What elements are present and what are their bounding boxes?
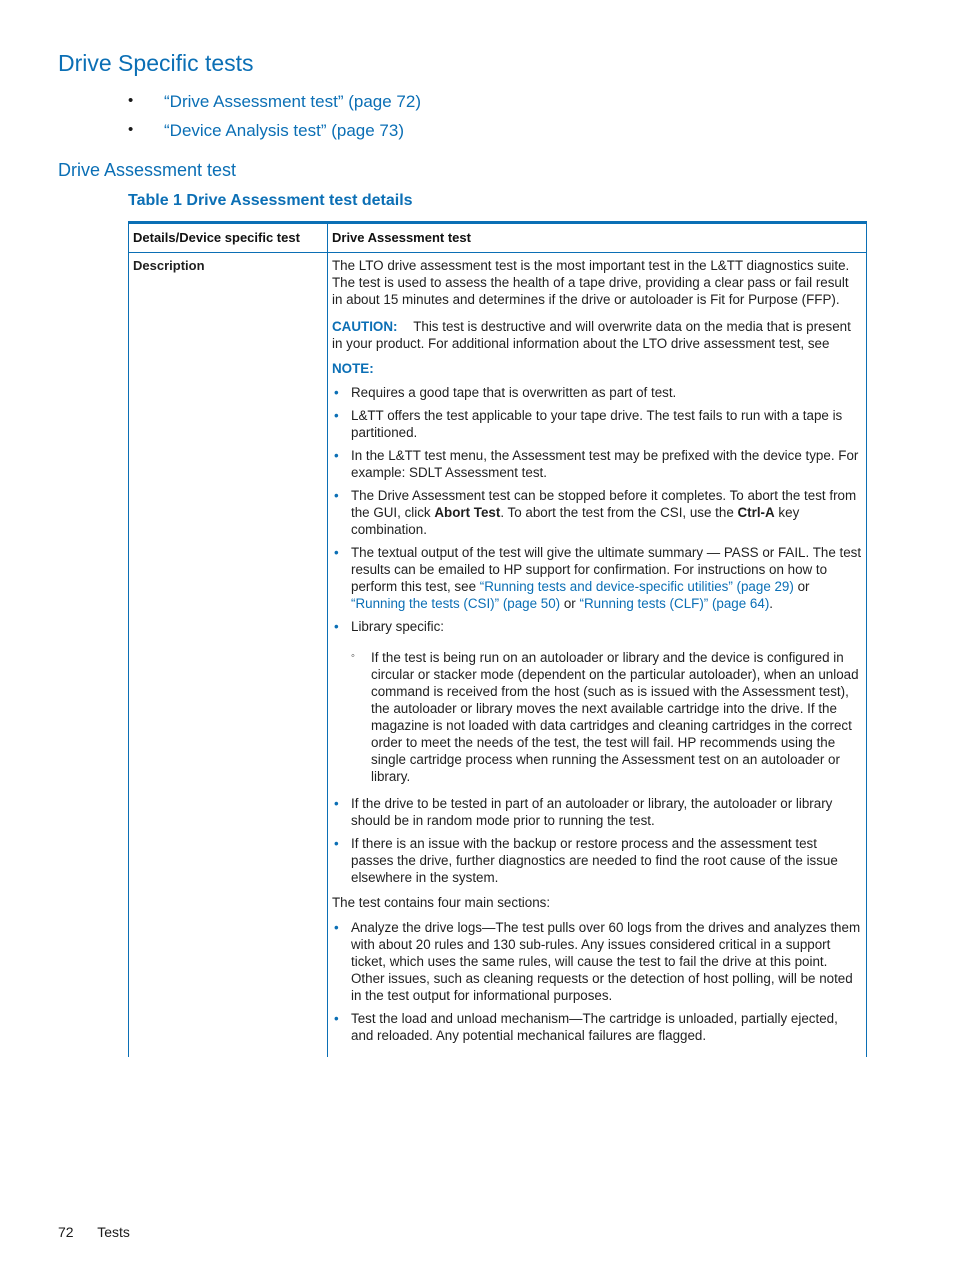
- table-right-border: [866, 224, 867, 1057]
- list-item-text: Library specific:: [351, 619, 445, 634]
- list-item: [332, 544, 862, 612]
- list-item-text: If there is an issue with the backup or restore process and the assessment test passes the drive, further diagnostics are needed to find the root cause of the issue elsewhere in the system.: [351, 836, 838, 885]
- list-item-text: or: [560, 596, 580, 611]
- sub-list-item: [351, 649, 862, 785]
- table-header-col1: Details/Device specific test: [133, 230, 300, 245]
- list-item-text: Test the load and unload mechanism—The cartridge is unloaded, partially ejected, and reloaded. Any potential mechanical failures are flagged.: [351, 1011, 838, 1043]
- xref-link-running-tests-clf[interactable]: “Running tests (CLF)” (page 64): [579, 596, 770, 611]
- caution-label: CAUTION:: [332, 319, 398, 334]
- note-label: NOTE:: [332, 361, 374, 376]
- list-item-text: L&TT offers the test applicable to your tape drive. The test fails to run with a tape is partitioned.: [351, 408, 843, 440]
- caution-note: [332, 318, 862, 352]
- list-item-text: If the drive to be tested in part of an autoloader or library, the autoloader or library should be in random mode prior to running the test.: [351, 796, 833, 828]
- caution-text: This test is destructive and will overwrite data on the media that is present in your product. For additional information about the LTO drive assessment test, see: [332, 319, 851, 351]
- table-top-rule: [128, 221, 867, 224]
- table-caption: Table 1 Drive Assessment test details: [128, 192, 413, 209]
- section-heading: Drive Assessment test: [58, 160, 237, 180]
- sub-list: [351, 649, 862, 785]
- table-column-divider: [327, 224, 328, 1057]
- list-item: [332, 487, 862, 538]
- abort-test-label: Abort Test: [434, 505, 501, 520]
- xref-link-running-tests[interactable]: “Running tests and device-specific utilities” (page 29): [479, 579, 794, 594]
- ctrl-a-label: Ctrl-A: [737, 505, 775, 520]
- list-item: [332, 795, 862, 829]
- list-item-text: or: [793, 579, 810, 594]
- sub-list-item-text: If the test is being run on an autoloader or library and the device is configured in circular or stacker mode (dependent on the particular autoloader), when an unload command is received from the host (such as is issued with the Assessment test), the autoloader or library moves the next available cartridge into the drive. If the magazine is not loaded with data cartridges and cleaning cartridges in the correct order to meet the needs of the test, the test will fail. HP recommends using the single cartridge process when running the Assessment test on an autoloader or library.: [371, 650, 859, 784]
- toc-link-drive-assessment[interactable]: “Drive Assessment test” (page 72): [164, 92, 421, 111]
- table-header-col2: Drive Assessment test: [332, 230, 471, 245]
- page-heading: Drive Specific tests: [58, 50, 254, 76]
- list-item: [332, 407, 862, 441]
- table-left-border: [128, 224, 129, 1057]
- sections-intro: The test contains four main sections:: [332, 895, 551, 910]
- toc-link-device-analysis[interactable]: “Device Analysis test” (page 73): [164, 121, 404, 140]
- list-item-text: The textual output of the test will give the ultimate summary — PASS or FAIL. The test results can be emailed to HP support for confirmation. For instructions on how to perform this test, see: [351, 545, 862, 594]
- description-cell: [332, 257, 862, 1050]
- list-item-text: Requires a good tape that is overwritten as part of test.: [351, 385, 677, 400]
- page-footer: [58, 1224, 150, 1240]
- xref-link-running-tests-csi[interactable]: “Running the tests (CSI)” (page 50): [351, 596, 561, 611]
- page-number: 72: [58, 1224, 74, 1240]
- list-item: [332, 919, 862, 1004]
- bullet: •: [128, 121, 134, 138]
- row-label-description: Description: [133, 258, 205, 273]
- list-item: [332, 618, 862, 785]
- intro-paragraph: The LTO drive assessment test is the most important test in the L&TT diagnostics suite. The test is used to assess the health of a tape drive, providing a clear pass or fail result in about 15 minutes and determines if the drive or autoloader is Fit for Purpose (FFP).: [332, 258, 850, 307]
- list-item-text: The Drive Assessment test can be stopped before it completes. To abort the test from the GUI, click: [351, 488, 857, 520]
- sections-list: [332, 919, 862, 1044]
- note-list: [332, 384, 862, 886]
- list-item: [332, 447, 862, 481]
- list-item-text: In the L&TT test menu, the Assessment test may be prefixed with the device type. For example: SDLT Assessment test.: [351, 448, 859, 480]
- list-item-text: . To abort the test from the CSI, use the: [500, 505, 738, 520]
- list-item-text: .: [769, 596, 774, 611]
- list-item-text: Analyze the drive logs—The test pulls over 60 logs from the drives and analyzes them with about 20 rules and 130 sub-rules. Any issues considered critical in a support ticket, which uses the same rules, will cause the test to fail the drive at this point. Other issues, such as cleaning requests or the detection of host polling, will be noted in the test output for informational purposes.: [351, 920, 861, 1003]
- list-item: [332, 1010, 862, 1044]
- details-table: [128, 221, 867, 1057]
- list-item: [332, 384, 862, 401]
- footer-section: Tests: [97, 1224, 130, 1240]
- bullet: •: [128, 92, 134, 109]
- table-header-rule: [128, 252, 867, 253]
- list-item-text: key combination.: [351, 505, 800, 537]
- list-item: [332, 835, 862, 886]
